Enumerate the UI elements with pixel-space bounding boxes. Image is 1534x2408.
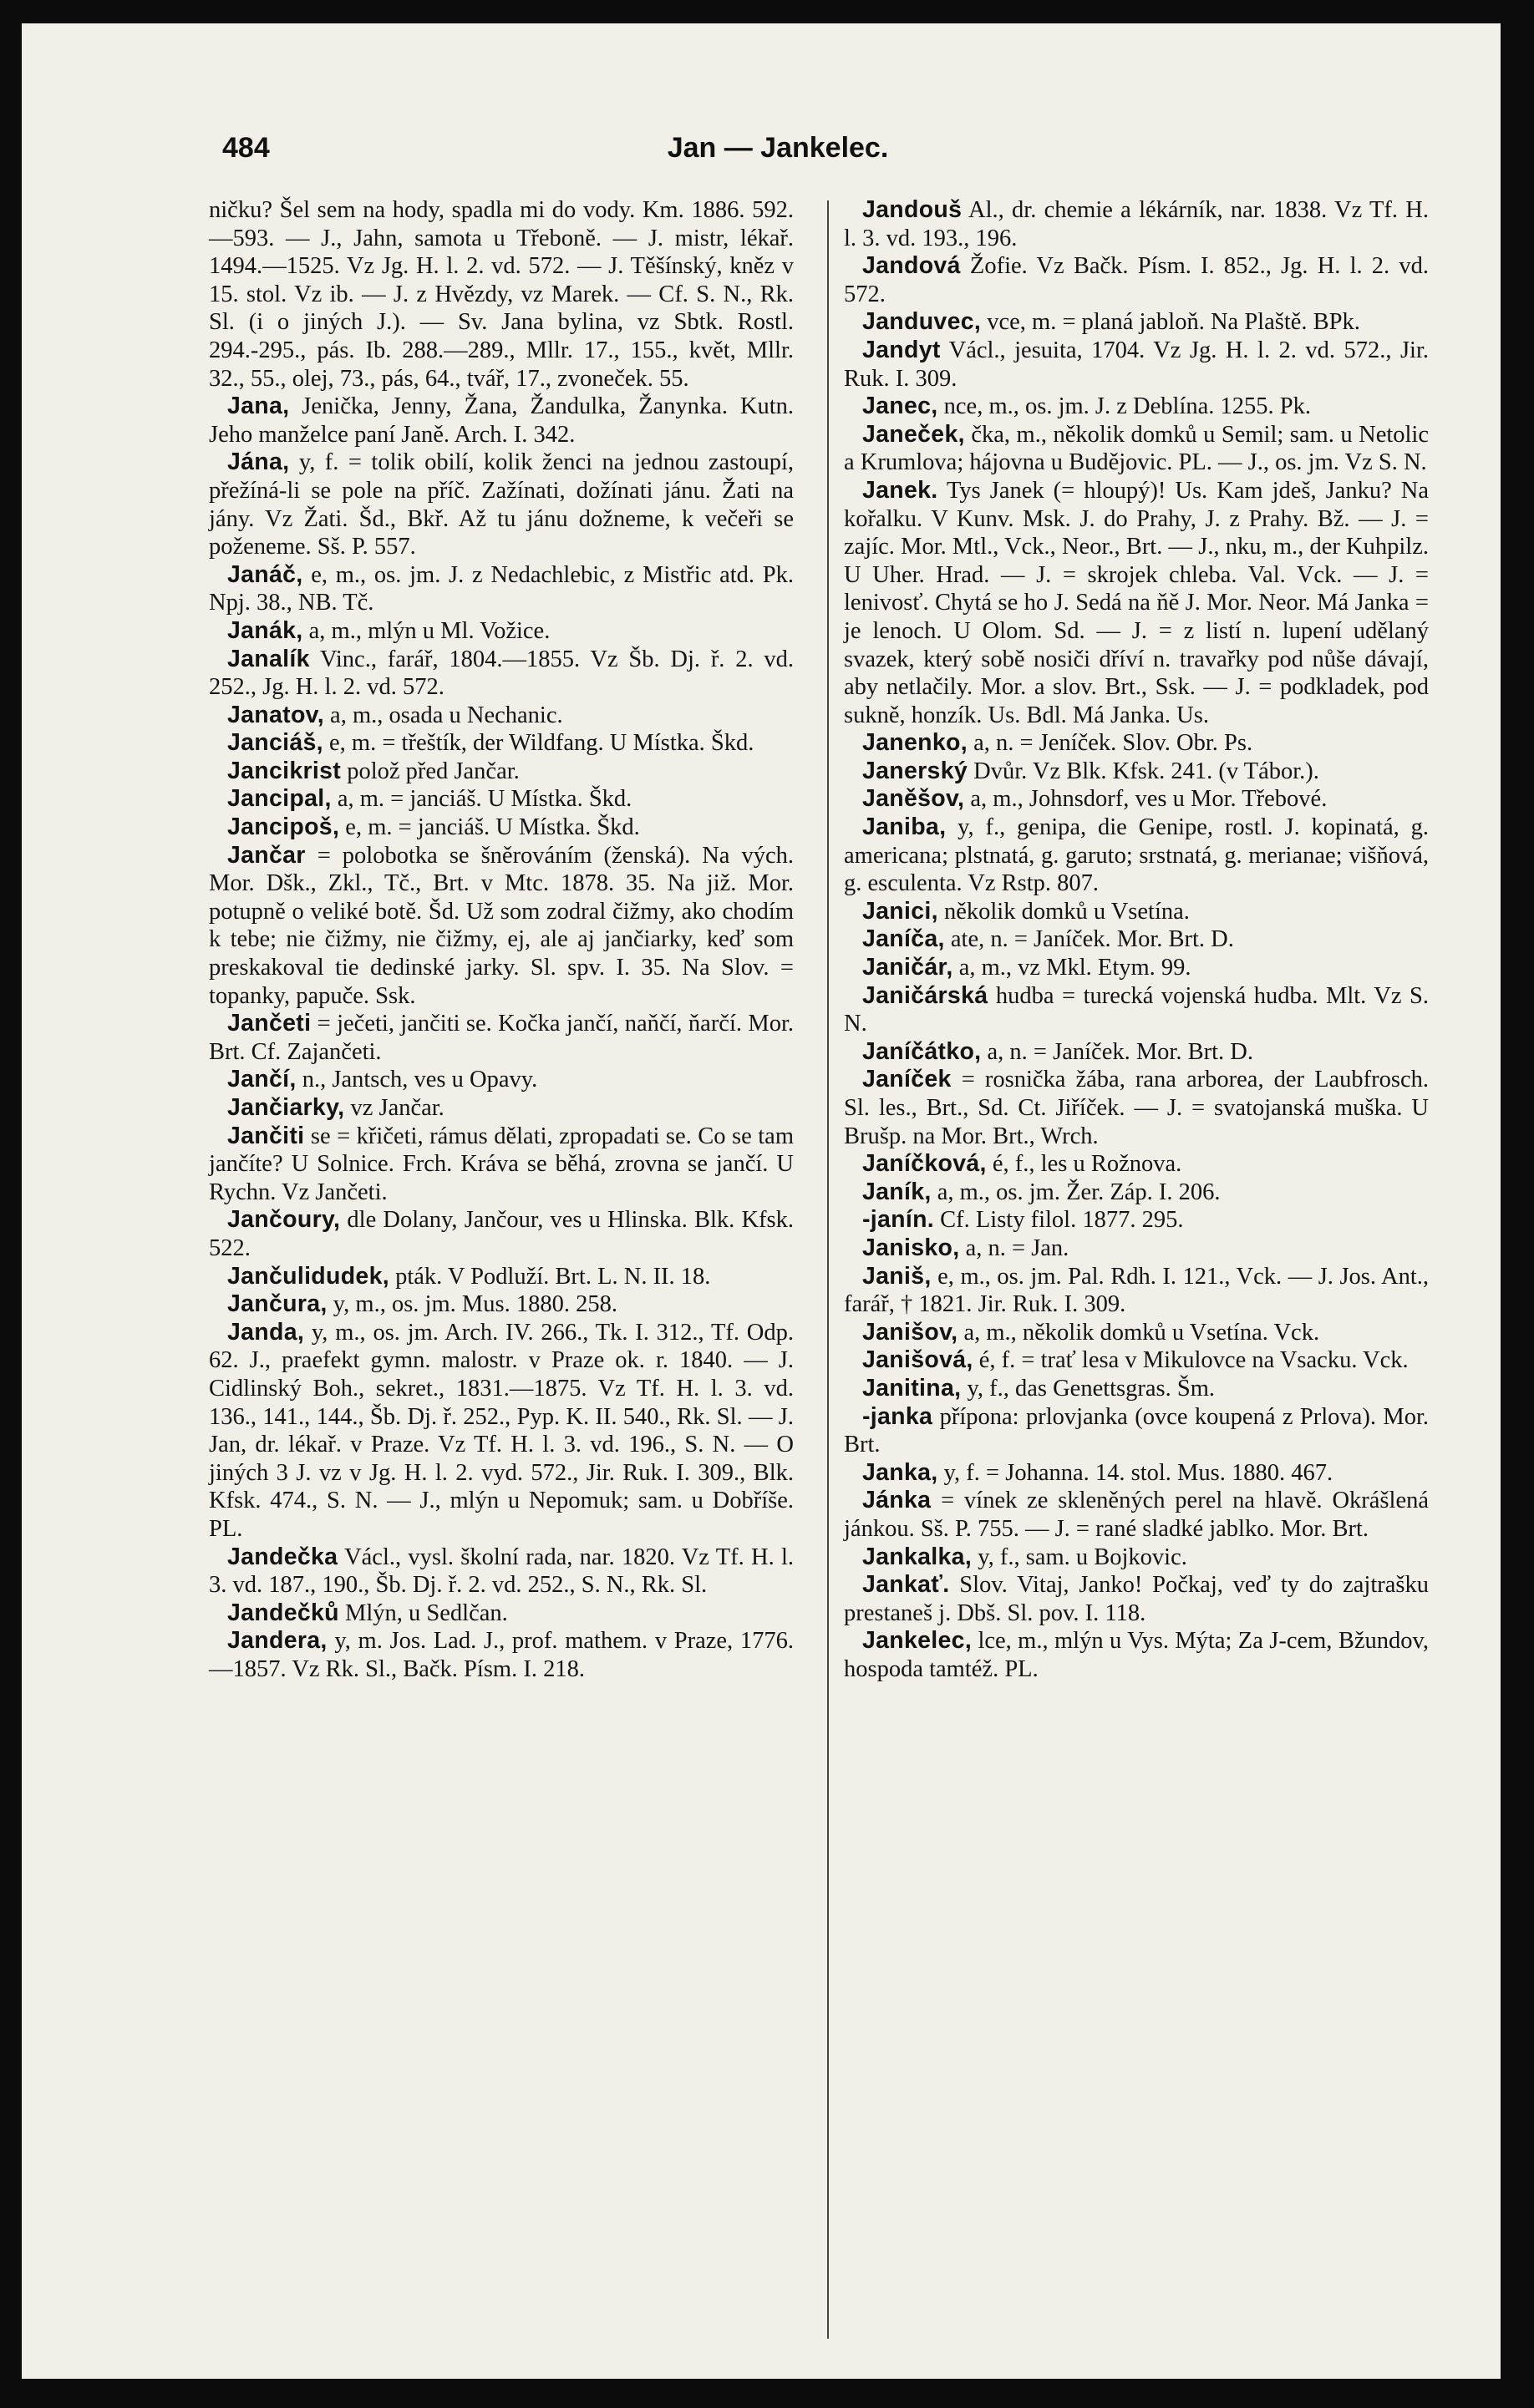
dictionary-entry	[844, 1403, 1429, 1459]
entry-text: Jenička, Jenny, Žana, Žandulka, Žanynka. Kutn. Jeho manželce paní Janě. Arch. I. 342.	[209, 393, 794, 448]
entry-text: = vínek ze skleněných perel na hlavě. Okrášlená jánkou. Sš. P. 755. — J. = rané sladké jablko. Mor. Brt.	[844, 1488, 1429, 1542]
entry-headword: Janišová,	[862, 1346, 973, 1374]
dictionary-entry	[209, 702, 794, 730]
entry-text: y, m. Jos. Lad. J., prof. mathem. v Praze, 1776.—1857. Vz Rk. Sl., Bačk. Písm. I. 218.	[209, 1628, 794, 1682]
entry-text: vz Jančar.	[344, 1095, 444, 1121]
entry-text: a, m., vz Mkl. Etym. 99.	[952, 955, 1191, 981]
entry-text: Žofie. Vz Bačk. Písm. I. 852., Jg. H. l. 2. vd. 572.	[844, 253, 1429, 307]
entry-headword: Janduvec,	[862, 308, 982, 336]
entry-text: několik domků u Vsetína.	[937, 898, 1190, 925]
entry-headword: Janek.	[862, 476, 938, 504]
entry-text: vce, m. = planá jabloň. Na Plaště. BPk.	[981, 309, 1360, 336]
entry-text: pták. V Podluží. Brt. L. N. II. 18.	[389, 1263, 711, 1290]
entry-headword: Janišov,	[862, 1318, 958, 1346]
dictionary-entry	[209, 393, 794, 449]
entry-text: se = křičeti, rámus dělati, zpropadati se. Co se tam jančíte? U Solnice. Frch. Kráva se běhá, zrovna se jančí. U Rychn. Vz Jančeti.	[209, 1123, 794, 1205]
entry-text: ate, n. = Janíček. Mor. Brt. D.	[944, 926, 1234, 953]
entry-text: y, m., os. jm. Arch. IV. 266., Tk. I. 312., Tf. Odp. 62. J., praefekt gymn. malostr. v Praze ok. r. 1840. — J. Cidlinský Boh., sekret., 1831.—1875. Vz Tf. H. l. 3. vd. 136., 141., 144., Šb. Dj. ř. 252., Pyp. K. II. 540., Rk. Sl. — J. Jan, dr. lékař. v Praze. Vz Tf. H. l. 3. vd. 196., S. N. — O jiných 3 J. vz v Jg. H. l. 2. vyd. 572., Jir. Ruk. I. 309., Blk. Kfsk. 474., S. N. — J., mlýn u Nepomuk; sam. u Dobříše. PL.	[209, 1319, 794, 1542]
dictionary-entry	[209, 1319, 794, 1544]
entry-text: e, m. = janciáš. U Místka. Škd.	[339, 814, 640, 841]
dictionary-entry	[844, 1544, 1429, 1572]
entry-text: y, f. = Johanna. 14. stol. Mus. 1880. 467.	[937, 1459, 1333, 1486]
dictionary-entry	[844, 814, 1429, 898]
dictionary-entry	[844, 729, 1429, 758]
dictionary-entry	[844, 1346, 1429, 1375]
entry-headword: Jandouš	[862, 196, 963, 223]
entry-headword: Jancipal,	[227, 785, 332, 813]
entry-headword: Janenko,	[862, 729, 968, 757]
entry-text: n., Jantsch, ves u Opavy.	[296, 1067, 538, 1093]
entry-text: a, m., osada u Nechanic.	[323, 702, 563, 728]
dictionary-entry	[844, 925, 1429, 954]
entry-text: Dvůr. Vz Blk. Kfsk. 241. (v Tábor.).	[968, 758, 1319, 784]
entry-text: hudba = turecká vojenská hudba. Mlt. Vz S. N.	[844, 982, 1429, 1037]
entry-headword: Janda,	[227, 1318, 305, 1346]
dictionary-entry	[844, 1066, 1429, 1150]
entry-headword: Jankelec,	[862, 1627, 973, 1655]
dictionary-entry	[844, 1038, 1429, 1067]
dictionary-entry	[844, 421, 1429, 477]
entry-headword: Janičárská	[862, 981, 988, 1009]
entry-headword: Janiba,	[862, 814, 947, 841]
dictionary-entry	[844, 1487, 1429, 1543]
dictionary-entry	[209, 842, 794, 1011]
dictionary-entry	[209, 729, 794, 758]
entry-headword: Jančiti	[227, 1122, 305, 1149]
entry-headword: Janalík	[227, 645, 310, 672]
entry-text: = ječeti, jančiti se. Kočka jančí, naňčí, ňarčí. Mor. Brt. Cf. Zajančeti.	[209, 1011, 794, 1065]
entry-text: čka, m., několik domků u Semil; sam. u Netolic a Krumlova; hájovna u Budějovic. PL. — J., os. jm. Vz S. N.	[844, 421, 1429, 476]
entry-headword: Jančiarky,	[227, 1094, 345, 1121]
dictionary-entry	[209, 561, 794, 617]
entry-headword: Janiš,	[862, 1262, 932, 1290]
dictionary-entry	[209, 1010, 794, 1066]
dictionary-entry	[844, 785, 1429, 814]
dictionary-entry	[844, 954, 1429, 982]
entry-headword: Jancikrist	[227, 757, 342, 784]
entry-headword: Janitina,	[862, 1374, 962, 1402]
dictionary-entry	[844, 477, 1429, 729]
dictionary-entry	[209, 646, 794, 702]
dictionary-entry	[209, 1094, 794, 1123]
dictionary-entry	[844, 1263, 1429, 1319]
dictionary-entry	[209, 617, 794, 646]
entry-text: dle Dolany, Jančour, ves u Hlinska. Blk. Kfsk. 522.	[209, 1207, 794, 1261]
entry-text: a, n. = Janíček. Mor. Brt. D.	[981, 1038, 1253, 1065]
dictionary-entry	[209, 196, 794, 393]
entry-headword: Jandyt	[862, 336, 941, 363]
entry-headword: Jančoury,	[227, 1206, 341, 1234]
entry-headword: Janíčková,	[862, 1150, 987, 1178]
entry-text: e, m., os. jm. J. z Nedachlebic, z Mistřic atd. Pk. Npj. 38., NB. Tč.	[209, 561, 794, 616]
dictionary-entry	[844, 982, 1429, 1038]
dictionary-entry	[844, 252, 1429, 308]
dictionary-entry	[844, 1375, 1429, 1403]
entry-headword: -janka	[862, 1402, 933, 1430]
entry-text: é, f. = trať lesa v Mikulovce na Vsacku. Vck.	[973, 1347, 1409, 1374]
entry-text: Václ., vysl. školní rada, nar. 1820. Vz Tf. H. l. 3. vd. 187., 190., Šb. Dj. ř. 2. vd. 252., S. N., Rk. Sl.	[209, 1544, 794, 1599]
page-number: 484	[222, 132, 270, 164]
dictionary-entry	[844, 1206, 1429, 1234]
entry-text: Václ., jesuita, 1704. Vz Jg. H. l. 2. vd. 572., Jir. Ruk. I. 309.	[844, 337, 1429, 392]
dictionary-entry	[209, 1263, 794, 1291]
dictionary-entry	[209, 1206, 794, 1262]
entry-text: e, m. = třeštík, der Wildfang. U Místka. Škd.	[323, 730, 754, 757]
entry-headword: Jančí,	[227, 1066, 297, 1093]
entry-text: a, m., Johnsdorf, ves u Mor. Třebové.	[964, 786, 1328, 813]
entry-headword: Janík,	[862, 1178, 932, 1205]
entry-headword: Jančulidudek,	[227, 1262, 389, 1290]
dictionary-entry	[844, 1319, 1429, 1347]
entry-headword: Janisko,	[862, 1234, 960, 1261]
dictionary-entry	[844, 393, 1429, 421]
entry-text: = rosnička žába, rana arborea, der Laubfrosch. Sl. les., Brt., Sd. Ct. Jiříček. — J. = svatojanská muška. U Brušp. na Mor. Brt., Wrch.	[844, 1067, 1429, 1149]
entry-headword: Janíča,	[862, 925, 945, 953]
entry-text: y, f., das Genettsgras. Šm.	[961, 1375, 1216, 1402]
entry-text: y, f., genipa, die Genipe, rostl. J. kopinatá, g. americana; plstnatá, g. garuto; srstnatá, g. merianae; višňová, g. esculenta. Vz Rstp. 807.	[844, 814, 1429, 897]
dictionary-entry	[844, 196, 1429, 252]
dictionary-entry	[844, 898, 1429, 926]
dictionary-entry	[209, 1599, 794, 1628]
entry-headword: Jančar	[227, 841, 306, 869]
dictionary-entry	[844, 308, 1429, 337]
entry-headword: Jandera,	[227, 1627, 328, 1655]
entry-text: = polobotka se šněrováním (ženská). Na vých. Mor. Dšk., Zkl., Tč., Brt. v Mtc. 1878. 35. Na již. Mor. potupně o veliké botě. Šd. Už som zodral čižmy, ako chodím k tebe; nie čižmy, nie čižmy, ej, ale aj jančiarky, keď som preskakoval tie dedinské jarky. Sl. spv. I. 35. Na Slov. = topanky, papuče. Ssk.	[209, 842, 794, 1009]
entry-headword: Jána,	[227, 449, 290, 476]
entry-headword: Jandečků	[227, 1599, 339, 1626]
entry-text: lce, m., mlýn u Vys. Mýta; Za J-cem, Bžundov, hospoda tamtéž. PL.	[844, 1628, 1429, 1682]
entry-text: a, m. = janciáš. U Místka. Škd.	[331, 786, 632, 813]
entry-headword: Jankalka,	[862, 1543, 973, 1570]
left-column	[209, 196, 794, 1683]
entry-headword: Janíček	[862, 1066, 952, 1093]
dictionary-entry	[844, 1459, 1429, 1488]
entry-text: y, f. = tolik obilí, kolik ženci na jednou zastoupí, přežíná-li se pole na příč. Zažínati, dožínati jánu. Žati na jány. Vz Žati. Šd., Bkř. Až tu jánu dožneme, k večeři se poženeme. Sš. P. 557.	[209, 449, 794, 560]
entry-headword: Janka,	[862, 1458, 938, 1486]
dictionary-entry	[844, 758, 1429, 786]
entry-headword: Janěšov,	[862, 785, 965, 813]
entry-text: y, m., os. jm. Mus. 1880. 258.	[327, 1291, 617, 1318]
entry-text: polož před Jančar.	[341, 758, 520, 784]
entry-headword: Janec,	[862, 393, 938, 420]
entry-headword: Janák,	[227, 616, 303, 644]
entry-text: e, m., os. jm. Pal. Rdh. I. 121., Vck. — J. Jos. Ant., farář, † 1821. Jir. Ruk. I. 309.	[844, 1263, 1429, 1318]
entry-headword: Janerský	[862, 757, 968, 784]
dictionary-entry	[209, 1544, 794, 1599]
entry-headword: Janeček,	[862, 420, 965, 448]
entry-text: Vinc., farář, 1804.—1855. Vz Šb. Dj. ř. 2. vd. 252., Jg. H. l. 2. vd. 572.	[209, 646, 794, 701]
entry-headword: Janičár,	[862, 954, 953, 981]
entry-text: Al., dr. chemie a lékárník, nar. 1838. Vz Tf. H. l. 3. vd. 193., 196.	[844, 197, 1429, 251]
column-divider	[827, 200, 829, 2339]
entry-headword: Janatov,	[227, 701, 324, 728]
dictionary-entry	[209, 1627, 794, 1683]
entry-text: přípona: prlovjanka (ovce koupená z Prlova). Mor. Brt.	[844, 1403, 1429, 1458]
dictionary-entry	[209, 1066, 794, 1094]
dictionary-entry	[844, 1150, 1429, 1179]
entry-headword: Janici,	[862, 897, 938, 925]
entry-text: y, f., sam. u Bojkovic.	[972, 1544, 1187, 1570]
entry-text: a, m., os. jm. Žer. Záp. I. 206.	[931, 1179, 1221, 1205]
running-head: Jan — Jankelec.	[667, 132, 889, 164]
entry-headword: Janáč,	[227, 560, 303, 588]
entry-headword: Jandečka	[227, 1543, 338, 1570]
entry-headword: -janín.	[862, 1206, 935, 1234]
entry-text: nce, m., os. jm. J. z Deblína. 1255. Pk.	[937, 393, 1311, 420]
entry-text: Mlýn, u Sedlčan.	[338, 1599, 508, 1626]
entry-text: ničku? Šel sem na hody, spadla mi do vody. Km. 1886. 592.—593. — J., Jahn, samota u Třeboně. — J. mistr, lékař. 1494.—1525. Vz Jg. H. l. 2. vd. 572. — J. Těšínský, kněz v 15. stol. Vz ib. — J. z Hvězdy, vz Marek. — Cf. S. N., Rk. Sl. (i o jiných J.). — Sv. Jana bylina, vz Sbtk. Rostl. 294.-295., pás. Ib. 288.—289., Mllr. 17., 155., květ, Mllr. 32., 55., olej, 73., pás, 64., tvář, 17., zvoneček. 55.	[209, 197, 794, 392]
entry-headword: Jančura,	[227, 1290, 328, 1318]
dictionary-entry	[209, 785, 794, 814]
entry-headword: Janíčátko,	[862, 1037, 982, 1065]
dictionary-entry	[209, 758, 794, 786]
entry-headword: Jana,	[227, 393, 290, 420]
entry-headword: Jancipoš,	[227, 814, 340, 841]
dictionary-entry	[844, 1627, 1429, 1683]
entry-text: Slov. Vitaj, Janko! Počkaj, veď ty do zajtrašku prestaneš j. Dbš. Sl. pov. I. 118.	[844, 1572, 1429, 1626]
dictionary-entry	[209, 1123, 794, 1207]
dictionary-entry	[209, 1290, 794, 1319]
right-column	[844, 196, 1429, 1683]
dictionary-entry	[209, 814, 794, 842]
entry-headword: Jandová	[862, 252, 961, 280]
dictionary-entry	[844, 1179, 1429, 1207]
entry-text: Tys Janek (= hloupý)! Us. Kam jdeš, Janku? Na kořalku. V Kunv. Msk. J. do Prahy, J. z Prahy. Bž. — J. = zajíc. Mor. Mtl., Vck., Neor., Brt. — J., nku, m., der Kuhpilz. U Uher. Hrad. — J. = skrojek chleba. Val. Vck. — J. = lenivosť. Chytá se ho J. Sedá na ňě J. Mor. Neor. Má Janka = je lenoch. U Olom. Sd. — J. = z listí n. lupení udělaný svazek, který sobě nosiči dříví n. travařky pod nůše dávají, aby netlačily. Mor. a slov. Brt., Ssk. — J. = podkladek, pod sukně, honzík. Us. Bdl. Má Janka. Us.	[844, 477, 1429, 728]
entry-text: a, m., mlýn u Ml. Vožice.	[302, 617, 551, 644]
entry-text: a, m., několik domků u Vsetína. Vck.	[957, 1319, 1320, 1346]
dictionary-entry	[209, 449, 794, 560]
entry-text: Cf. Listy filol. 1877. 295.	[934, 1207, 1184, 1234]
entry-text: a, n. = Jan.	[959, 1234, 1069, 1261]
dictionary-entry	[844, 1571, 1429, 1627]
dictionary-entry	[844, 337, 1429, 393]
page-header	[222, 132, 1333, 174]
entry-text: a, n. = Jeníček. Slov. Obr. Ps.	[967, 730, 1253, 757]
entry-headword: Jánka	[862, 1487, 932, 1514]
entry-text: é, f., les u Rožnova.	[986, 1151, 1182, 1178]
entry-headword: Janciáš,	[227, 729, 323, 757]
entry-headword: Jankať.	[862, 1571, 950, 1599]
entry-headword: Jančeti	[227, 1010, 312, 1037]
dictionary-entry	[844, 1234, 1429, 1263]
